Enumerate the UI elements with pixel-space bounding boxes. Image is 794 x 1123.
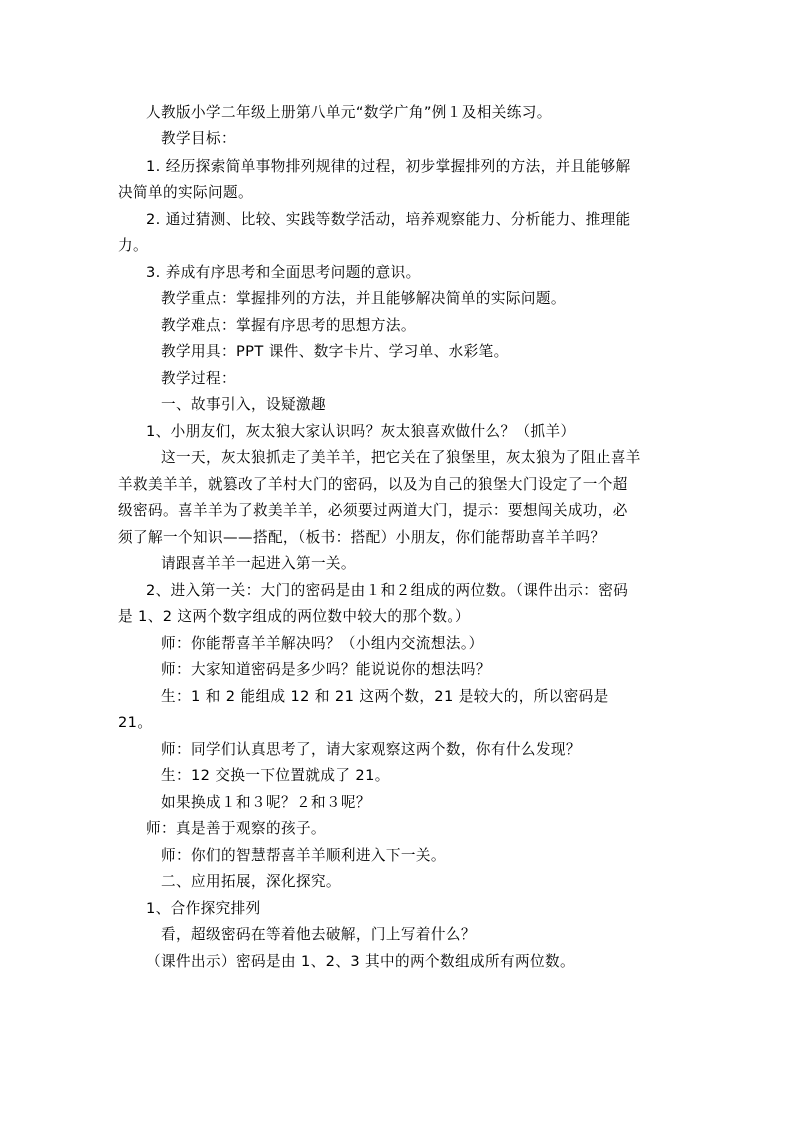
paragraph-line: 看，超级密码在等着他去破解，门上写着什么？ [161, 926, 476, 943]
paragraph-line: 1、合作探究排列 [146, 900, 261, 917]
section-heading: 二、应用拓展，深化探究。 [161, 873, 341, 890]
paragraph-line: 这一天，灰太狼抓走了美羊羊，把它关在了狼堡里，灰太狼为了阻止喜羊 [161, 449, 641, 466]
paragraph-line: 1、小朋友们，灰太狼大家认识吗？灰太狼喜欢做什么？（抓羊） [146, 423, 576, 440]
section-label-process: 教学过程： [161, 370, 236, 387]
paragraph-line: 师：同学们认真思考了，请大家观察这两个数，你有什么发现？ [161, 741, 581, 758]
paragraph-line: 教学用具：PPT 课件、数字卡片、学习单、水彩笔。 [161, 343, 509, 360]
paragraph-line: 羊救美羊羊，就篡改了羊村大门的密码，以及为自己的狼堡大门设定了一个超 [118, 476, 628, 493]
paragraph-line: 如果换成１和３呢？２和３呢？ [161, 794, 371, 811]
paragraph-line: 3. 养成有序思考和全面思考问题的意识。 [146, 264, 421, 281]
section-heading: 一、故事引入，设疑激趣 [161, 396, 326, 413]
document-heading: 人教版小学二年级上册第八单元“数学广角”例１及相关练习。 [146, 104, 552, 121]
paragraph-line: 师：真是善于观察的孩子。 [146, 820, 326, 837]
paragraph-line: 教学重点：掌握排列的方法，并且能够解决简单的实际问题。 [161, 290, 566, 307]
paragraph-line: 1. 经历探索简单事物排列规律的过程，初步掌握排列的方法，并且能够解 [146, 158, 631, 175]
paragraph-line: （课件出示）密码是由 1、2、3 其中的两个数组成所有两位数。 [146, 953, 575, 970]
paragraph-line: 是 1、2 这两个数字组成的两位数中较大的那个数。） [118, 608, 471, 625]
paragraph-line: 须了解一个知识——搭配，（板书：搭配）小朋友，你们能帮助喜羊羊吗？ [118, 529, 606, 546]
paragraph-line: 级密码。喜羊羊为了救美羊羊，必须要过两道大门，提示：要想闯关成功，必 [118, 502, 628, 519]
paragraph-line: 力。 [118, 237, 148, 254]
paragraph-line: 师：大家知道密码是多少吗？能说说你的想法吗？ [161, 661, 491, 678]
paragraph-line: 请跟喜羊羊一起进入第一关。 [161, 555, 356, 572]
paragraph-line: 生：12 交换一下位置就成了 21。 [161, 767, 390, 784]
paragraph-line: 教学难点：掌握有序思考的思想方法。 [161, 317, 416, 334]
paragraph-line: 决简单的实际问题。 [118, 184, 253, 201]
section-label-objectives: 教学目标： [161, 130, 236, 147]
paragraph-line: 2. 通过猜测、比较、实践等数学活动，培养观察能力、分析能力、推理能 [146, 211, 631, 228]
paragraph-line: 2、进入第一关：大门的密码是由１和２组成的两位数。（课件出示：密码 [146, 582, 629, 599]
paragraph-line: 师：你们的智慧帮喜羊羊顺利进入下一关。 [161, 847, 446, 864]
paragraph-line: 21。 [118, 714, 153, 731]
paragraph-line: 师：你能帮喜羊羊解决吗？（小组内交流想法。） [161, 635, 484, 652]
paragraph-line: 生：1 和 2 能组成 12 和 21 这两个数，21 是较大的，所以密码是 [161, 688, 609, 705]
